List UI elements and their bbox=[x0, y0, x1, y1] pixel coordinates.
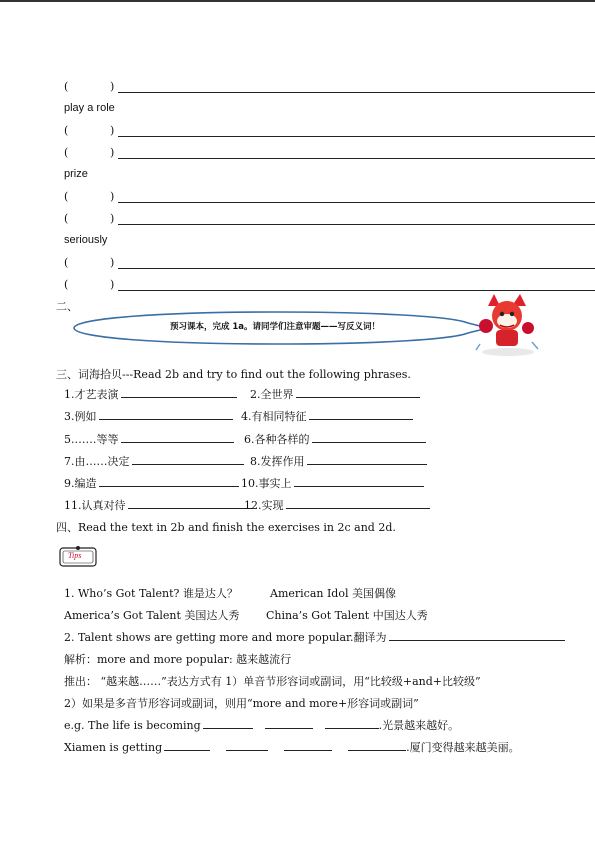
phrase-item bbox=[64, 453, 244, 469]
right-paren: ) bbox=[110, 124, 115, 137]
vocab-word: seriously bbox=[64, 234, 108, 246]
answer-line[interactable] bbox=[118, 136, 595, 137]
phrase-label: 5.……等等 bbox=[64, 433, 119, 446]
right-paren: ) bbox=[110, 256, 115, 269]
answer-line[interactable] bbox=[118, 268, 595, 269]
phrase-item bbox=[64, 431, 234, 447]
text-line: American Idol 美国偶像 bbox=[270, 587, 396, 600]
text-line: .厦门变得越来越美丽。 bbox=[406, 741, 520, 754]
translation-line bbox=[64, 629, 565, 645]
answer-blank[interactable] bbox=[348, 739, 406, 751]
answer-blank[interactable] bbox=[312, 431, 426, 443]
left-paren: ( bbox=[64, 256, 69, 269]
text-line: .光景越来越好。 bbox=[378, 719, 460, 732]
answer-blank[interactable] bbox=[128, 497, 252, 509]
answer-line[interactable] bbox=[118, 158, 595, 159]
section-4-heading: 四、Read the text in 2b and finish the exercises in 2c and 2d. bbox=[56, 521, 396, 534]
phrase-label: 9.编造 bbox=[64, 477, 97, 490]
right-paren: ) bbox=[110, 80, 115, 93]
text-line: 2. Talent shows are getting more and more popular.翻译为 bbox=[64, 631, 387, 644]
left-paren: ( bbox=[64, 80, 69, 93]
answer-blank[interactable] bbox=[226, 739, 268, 751]
answer-blank[interactable] bbox=[284, 739, 332, 751]
phrase-item bbox=[244, 497, 430, 513]
answer-blank[interactable] bbox=[294, 475, 424, 487]
section-3-heading: 三、词海拾贝---Read 2b and try to find out the following phrases. bbox=[56, 368, 411, 381]
phrase-item bbox=[64, 386, 237, 402]
phrase-item bbox=[241, 408, 413, 424]
phrase-item bbox=[64, 475, 239, 491]
phrase-label: 1.才艺表演 bbox=[64, 388, 119, 401]
fox-cartoon-icon bbox=[470, 292, 546, 358]
phrase-label: 12.实现 bbox=[244, 499, 284, 512]
phrase-label: 11.认真对待 bbox=[64, 499, 126, 512]
phrase-item bbox=[64, 408, 233, 424]
right-paren: ) bbox=[110, 190, 115, 203]
phrase-label: 2.全世界 bbox=[250, 388, 294, 401]
left-paren: ( bbox=[64, 212, 69, 225]
answer-blank[interactable] bbox=[164, 739, 210, 751]
phrase-item bbox=[250, 453, 427, 469]
phrase-label: 6.各种各样的 bbox=[244, 433, 310, 446]
phrase-item bbox=[250, 386, 420, 402]
phrase-item bbox=[244, 431, 426, 447]
left-paren: ( bbox=[64, 190, 69, 203]
instruction-bubble bbox=[70, 308, 490, 348]
answer-blank[interactable] bbox=[389, 629, 565, 641]
bubble-text: 预习课本，完成 1a。请同学们注意审题——写反义词！ bbox=[169, 322, 381, 332]
answer-blank[interactable] bbox=[132, 453, 244, 465]
vocab-word: prize bbox=[64, 168, 88, 180]
answer-blank[interactable] bbox=[121, 386, 237, 398]
right-paren: ) bbox=[110, 146, 115, 159]
answer-blank[interactable] bbox=[307, 453, 427, 465]
tips-label: Tips bbox=[68, 551, 82, 560]
answer-line[interactable] bbox=[118, 224, 595, 225]
tips-badge bbox=[58, 545, 98, 569]
answer-blank[interactable] bbox=[121, 431, 234, 443]
phrase-label: 3.例如 bbox=[64, 410, 97, 423]
text-line: 推出： “越来越……”表达方式有 1）单音节形容词或副词，用“比较级+and+比较级” bbox=[64, 675, 481, 688]
answer-blank[interactable] bbox=[203, 717, 253, 729]
vocab-word: play a role bbox=[64, 102, 115, 114]
phrase-label: 10.事实上 bbox=[241, 477, 292, 490]
answer-line[interactable] bbox=[118, 290, 595, 291]
text-line: America’s Got Talent 美国达人秀 bbox=[64, 609, 240, 622]
answer-blank[interactable] bbox=[286, 497, 430, 509]
answer-line[interactable] bbox=[118, 202, 595, 203]
text-line: 1. Who’s Got Talent? 谁是达人？ bbox=[64, 587, 238, 600]
answer-blank[interactable] bbox=[99, 408, 233, 420]
text-line: 2）如果是多音节形容词或副词，则用“more and more+形容词或副词” bbox=[64, 697, 419, 710]
text-line: China’s Got Talent 中国达人秀 bbox=[266, 609, 428, 622]
section-2-label: 二、 bbox=[56, 300, 78, 313]
right-paren: ) bbox=[110, 278, 115, 291]
example-line bbox=[64, 739, 520, 755]
answer-blank[interactable] bbox=[296, 386, 420, 398]
answer-blank[interactable] bbox=[265, 717, 313, 729]
phrase-label: 4.有相同特征 bbox=[241, 410, 307, 423]
text-line: e.g. The life is becoming bbox=[64, 719, 201, 732]
right-paren: ) bbox=[110, 212, 115, 225]
left-paren: ( bbox=[64, 124, 69, 137]
answer-blank[interactable] bbox=[325, 717, 379, 729]
phrase-item bbox=[241, 475, 424, 491]
top-rule bbox=[0, 0, 595, 2]
phrase-label: 7.由……决定 bbox=[64, 455, 130, 468]
left-paren: ( bbox=[64, 146, 69, 159]
answer-line[interactable] bbox=[118, 92, 595, 93]
answer-blank[interactable] bbox=[309, 408, 413, 420]
example-line bbox=[64, 717, 459, 733]
text-line: Xiamen is getting bbox=[64, 741, 163, 754]
left-paren: ( bbox=[64, 278, 69, 291]
phrase-label: 8.发挥作用 bbox=[250, 455, 305, 468]
text-line: 解析：more and more popular: 越来越流行 bbox=[64, 653, 292, 666]
answer-blank[interactable] bbox=[99, 475, 239, 487]
phrase-item bbox=[64, 497, 252, 513]
